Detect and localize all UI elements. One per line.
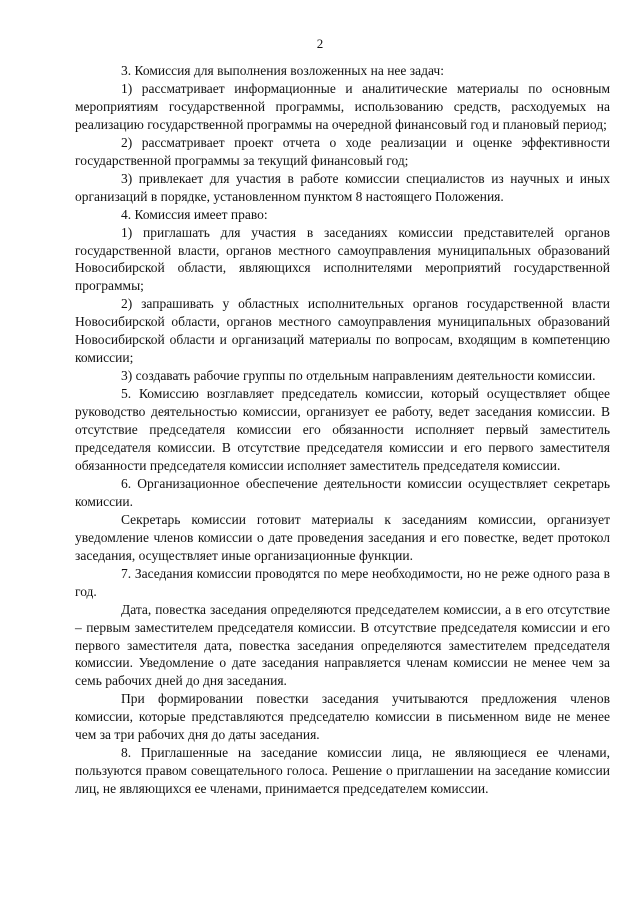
paragraph-4-1: 1) приглашать для участия в заседаниях комиссии представителей органов государственной власти, органов местного самоуправления муниципальных образований Новосибирской области, являющихся исполнителями мероприятий государственной программы; [75, 224, 610, 294]
paragraph-6-secretary: Секретарь комиссии готовит материалы к заседаниям комиссии, организует уведомление членов комиссии о дате проведения заседания и его повестке, ведет протокол заседания, осуществляет иные организационные функции. [75, 511, 610, 563]
paragraph-3-2: 2) рассматривает проект отчета о ходе реализации и оценке эффективности государственной программы за текущий финансовый год; [75, 134, 610, 168]
paragraph-6: 6. Организационное обеспечение деятельности комиссии осуществляет секретарь комиссии. [75, 475, 610, 509]
document-body [75, 62, 610, 798]
paragraph-3-1: 1) рассматривает информационные и аналитические материалы по основным мероприятиям государственной программы, использованию средств, расходуемых на реализацию государственной программы на очередной финансовый год и плановый период; [75, 80, 610, 132]
page-number: 2 [316, 36, 324, 51]
paragraph-4-3: 3) создавать рабочие группы по отдельным направлениям деятельности комиссии. [121, 368, 596, 384]
paragraph-3-3: 3) привлекает для участия в работе комиссии специалистов из научных и иных организаций в порядке, установленном пунктом 8 настоящего Положения. [75, 170, 610, 204]
paragraph-8: 8. Приглашенные на заседание комиссии лица, не являющиеся ее членами, пользуются правом совещательного голоса. Решение о приглашении на заседание комиссии лиц, не являющихся ее членами, принимается председателем комиссии. [75, 745, 610, 797]
paragraph-7-agenda: Дата, повестка заседания определяются председателем комиссии, а в его отсутствие – первым заместителем председателя комиссии. В отсутствие председателя комиссии и его первого заместителя дата, повестка заседания определяются заместителем председателя комиссии. Уведомление о дате заседания направляется членам комиссии не менее чем за семь рабочих дней до дня заседания. [75, 601, 610, 689]
paragraph-3: 3. Комиссия для выполнения возложенных на нее задач: [121, 63, 444, 78]
paragraph-5: 5. Комиссию возглавляет председатель комиссии, который осуществляет общее руководство деятельностью комиссии, организует ее работу, ведет заседания комиссии. В отсутствие председателя комиссии его обязанности исполняет первый заместитель председателя комиссии. В отсутствие председателя комиссии и его первого заместителя обязанности председателя комиссии исполняет заместитель председателя комиссии. [75, 386, 610, 473]
paragraph-7-proposals: При формировании повестки заседания учитываются предложения членов комиссии, которые представляются председателю комиссии в письменном виде не менее чем за три рабочих дня до даты заседания. [75, 691, 610, 743]
paragraph-4-2: 2) запрашивать у областных исполнительных органов государственной власти Новосибирской области, органов местного самоуправления муниципальных образований Новосибирской области и организаций материалы по вопросам, входящим в компетенцию комиссии; [75, 296, 610, 366]
paragraph-4: 4. Комиссия имеет право: [121, 206, 268, 222]
paragraph-7: 7. Заседания комиссии проводятся по мере необходимости, но не реже одного раза в год. [75, 565, 610, 599]
